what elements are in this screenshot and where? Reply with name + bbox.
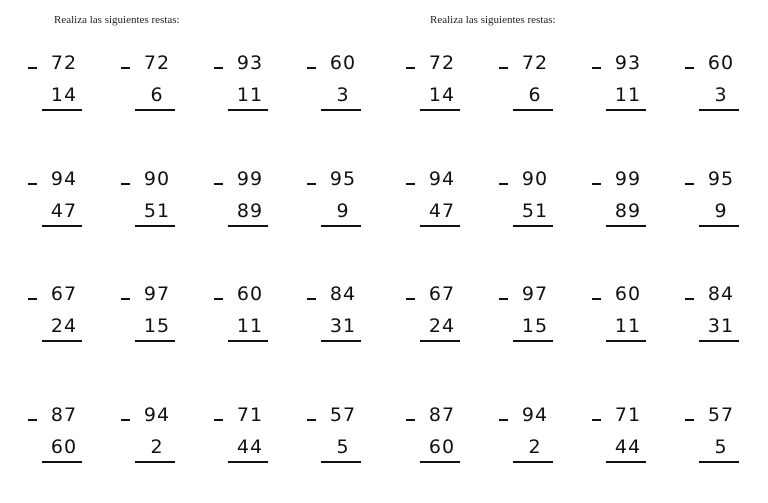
subtrahend: 31 (329, 315, 357, 337)
minus-sign (499, 67, 508, 69)
subtraction-problem (28, 52, 98, 122)
answer-line (420, 340, 460, 342)
subtraction-problem (121, 52, 191, 122)
subtraction-problem (592, 168, 662, 238)
minus-sign (406, 67, 415, 69)
answer-line (513, 461, 553, 463)
subtrahend: 44 (614, 436, 642, 458)
subtrahend: 89 (236, 200, 264, 222)
answer-line (420, 225, 460, 227)
minus-sign (685, 298, 694, 300)
minus-sign (499, 419, 508, 421)
answer-line (135, 109, 175, 111)
subtraction-problem (685, 404, 755, 474)
minus-sign (121, 298, 130, 300)
subtrahend: 47 (50, 200, 78, 222)
minuend: 87 (428, 404, 456, 426)
minus-sign (307, 67, 316, 69)
answer-line (321, 340, 361, 342)
minuend: 84 (329, 283, 357, 305)
subtraction-problem (685, 168, 755, 238)
answer-line (135, 225, 175, 227)
subtrahend: 5 (714, 436, 728, 458)
subtraction-problem (214, 404, 284, 474)
answer-line (228, 461, 268, 463)
subtraction-problem (499, 52, 569, 122)
subtrahend: 6 (150, 84, 164, 106)
worksheet-title: Realiza las siguientes restas: (430, 14, 556, 26)
subtraction-problem (499, 404, 569, 474)
answer-line (228, 340, 268, 342)
subtraction-problem (28, 283, 98, 353)
minuend: 67 (50, 283, 78, 305)
worksheet-right (384, 0, 768, 503)
subtrahend: 51 (521, 200, 549, 222)
subtraction-problem (214, 283, 284, 353)
subtraction-problem (406, 168, 476, 238)
subtraction-problem (592, 404, 662, 474)
minus-sign (592, 298, 601, 300)
subtrahend: 2 (528, 436, 542, 458)
subtraction-problem (592, 283, 662, 353)
answer-line (42, 340, 82, 342)
minus-sign (307, 298, 316, 300)
subtrahend: 24 (50, 315, 78, 337)
minuend: 94 (50, 168, 78, 190)
minuend: 90 (143, 168, 171, 190)
minuend: 60 (707, 52, 735, 74)
minuend: 67 (428, 283, 456, 305)
answer-line (42, 461, 82, 463)
subtraction-problem (307, 52, 377, 122)
minus-sign (406, 419, 415, 421)
minuend: 87 (50, 404, 78, 426)
minus-sign (121, 419, 130, 421)
minuend: 57 (329, 404, 357, 426)
subtraction-problem (28, 168, 98, 238)
minuend: 57 (707, 404, 735, 426)
minus-sign (307, 419, 316, 421)
answer-line (606, 225, 646, 227)
minus-sign (121, 183, 130, 185)
minus-sign (406, 183, 415, 185)
minus-sign (214, 67, 223, 69)
subtrahend: 24 (428, 315, 456, 337)
subtrahend: 14 (50, 84, 78, 106)
subtrahend: 11 (614, 84, 642, 106)
answer-line (321, 225, 361, 227)
answer-line (513, 109, 553, 111)
minuend: 84 (707, 283, 735, 305)
minuend: 72 (143, 52, 171, 74)
answer-line (420, 461, 460, 463)
answer-line (606, 109, 646, 111)
subtraction-problem (214, 168, 284, 238)
minuend: 71 (236, 404, 264, 426)
subtrahend: 3 (714, 84, 728, 106)
minus-sign (685, 419, 694, 421)
worksheet-title: Realiza las siguientes restas: (54, 14, 180, 26)
subtraction-problem (121, 283, 191, 353)
minus-sign (499, 183, 508, 185)
subtrahend: 11 (614, 315, 642, 337)
subtraction-problem (406, 52, 476, 122)
minuend: 99 (614, 168, 642, 190)
answer-line (699, 109, 739, 111)
subtrahend: 89 (614, 200, 642, 222)
answer-line (699, 461, 739, 463)
subtraction-problem (121, 404, 191, 474)
answer-line (321, 461, 361, 463)
answer-line (699, 225, 739, 227)
minus-sign (685, 67, 694, 69)
minus-sign (28, 419, 37, 421)
minuend: 93 (236, 52, 264, 74)
minuend: 95 (707, 168, 735, 190)
answer-line (699, 340, 739, 342)
answer-line (513, 340, 553, 342)
subtrahend: 9 (336, 200, 350, 222)
minus-sign (499, 298, 508, 300)
subtrahend: 2 (150, 436, 164, 458)
minuend: 94 (143, 404, 171, 426)
minuend: 60 (329, 52, 357, 74)
minus-sign (28, 183, 37, 185)
subtrahend: 60 (428, 436, 456, 458)
answer-line (228, 225, 268, 227)
subtrahend: 51 (143, 200, 171, 222)
answer-line (513, 225, 553, 227)
subtraction-problem (685, 283, 755, 353)
minus-sign (592, 67, 601, 69)
subtraction-problem (121, 168, 191, 238)
minuend: 90 (521, 168, 549, 190)
minuend: 60 (614, 283, 642, 305)
minus-sign (592, 419, 601, 421)
minus-sign (592, 183, 601, 185)
subtrahend: 9 (714, 200, 728, 222)
subtraction-problem (28, 404, 98, 474)
subtraction-problem (499, 168, 569, 238)
minus-sign (121, 67, 130, 69)
minus-sign (685, 183, 694, 185)
subtrahend: 5 (336, 436, 350, 458)
minuend: 97 (143, 283, 171, 305)
subtraction-problem (685, 52, 755, 122)
minuend: 94 (428, 168, 456, 190)
subtraction-problem (499, 283, 569, 353)
minuend: 97 (521, 283, 549, 305)
answer-line (606, 340, 646, 342)
subtrahend: 14 (428, 84, 456, 106)
subtraction-problem (214, 52, 284, 122)
subtrahend: 31 (707, 315, 735, 337)
answer-line (606, 461, 646, 463)
subtraction-problem (406, 404, 476, 474)
minuend: 72 (521, 52, 549, 74)
subtrahend: 15 (143, 315, 171, 337)
minus-sign (214, 183, 223, 185)
minus-sign (214, 419, 223, 421)
minuend: 99 (236, 168, 264, 190)
subtrahend: 15 (521, 315, 549, 337)
subtrahend: 47 (428, 200, 456, 222)
answer-line (42, 225, 82, 227)
subtrahend: 60 (50, 436, 78, 458)
subtraction-problem (307, 404, 377, 474)
minuend: 72 (428, 52, 456, 74)
minuend: 60 (236, 283, 264, 305)
answer-line (135, 340, 175, 342)
minus-sign (28, 67, 37, 69)
subtrahend: 11 (236, 315, 264, 337)
minuend: 71 (614, 404, 642, 426)
answer-line (135, 461, 175, 463)
answer-line (321, 109, 361, 111)
minus-sign (406, 298, 415, 300)
minus-sign (307, 183, 316, 185)
answer-line (420, 109, 460, 111)
minuend: 95 (329, 168, 357, 190)
subtraction-problem (592, 52, 662, 122)
subtrahend: 11 (236, 84, 264, 106)
subtrahend: 3 (336, 84, 350, 106)
answer-line (42, 109, 82, 111)
subtraction-problem (307, 168, 377, 238)
minuend: 94 (521, 404, 549, 426)
minuend: 72 (50, 52, 78, 74)
subtraction-problem (406, 283, 476, 353)
subtrahend: 6 (528, 84, 542, 106)
subtrahend: 44 (236, 436, 264, 458)
minus-sign (28, 298, 37, 300)
answer-line (228, 109, 268, 111)
subtraction-problem (307, 283, 377, 353)
minus-sign (214, 298, 223, 300)
minuend: 93 (614, 52, 642, 74)
